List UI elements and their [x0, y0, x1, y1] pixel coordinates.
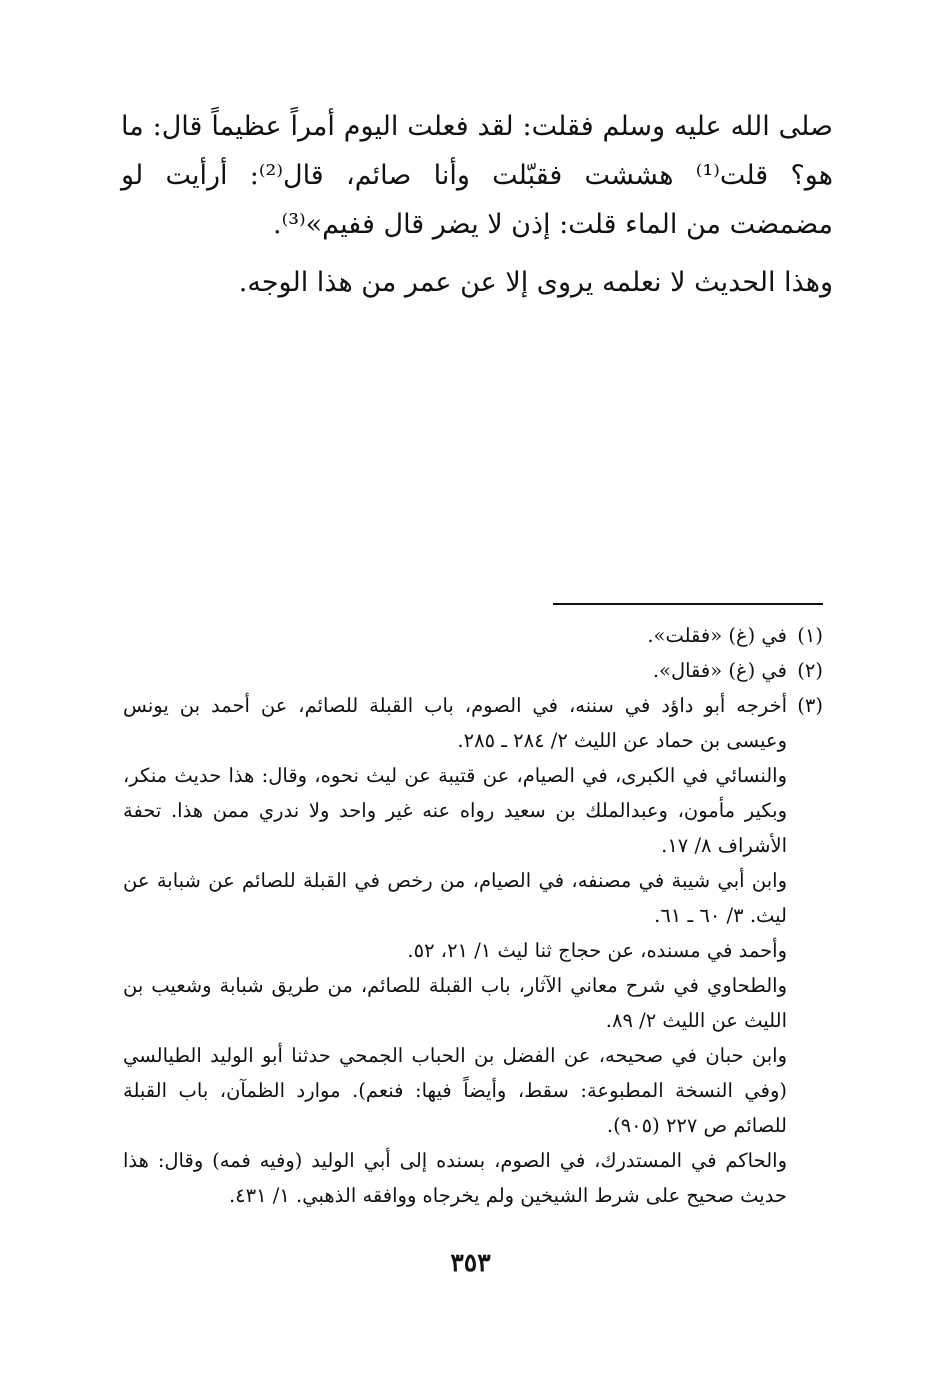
footnote-text: في (غ) «فقال». — [652, 659, 787, 682]
footnote-text: في (غ) «فقلت». — [647, 624, 787, 647]
footnote-text: والنسائي في الكبرى، في الصيام، عن قتيبة عن ليث نحوه، وقال: هذا حديث منكر، وبكير مأمون، وعبدالملك بن سعيد رواه عنه غير واحد ولا ندري ممن هذا. تحفة الأشراف ٨/ ١٧. — [123, 764, 787, 857]
footnote-text: وابن أبي شيبة في مصنفه، في الصيام، من رخص في القبلة للصائم عن شبابة عن ليث. ٣/ ٦٠ ـ ٦١. — [123, 869, 787, 927]
footnotes — [123, 618, 823, 1213]
footnote-2 — [123, 653, 823, 688]
footnote-marker: (٣) — [797, 694, 823, 717]
footnote-separator — [553, 603, 823, 605]
main-paragraph: وهذا الحديث لا نعلمه يروى إلا عن عمر من هذا الوجه. — [238, 267, 833, 298]
footnote-text: والحاكم في المستدرك، في الصوم، بسنده إلى أبي الوليد (وفيه فمه) وقال: هذا حديث صحيح على شرط الشيخين ولم يخرجاه ووافقه الذهبي. ١/ ٤٣١. — [123, 1149, 787, 1207]
footnote-1 — [123, 618, 823, 653]
footnote-text: وأحمد في مسنده، عن حجاج ثنا ليث ١/ ٢١، ٥٢. — [407, 939, 787, 962]
footnote-text: والطحاوي في شرح معاني الآثار، باب القبلة للصائم، من طريق شبابة وشعيب بن الليث عن الليث ٢/ ٨٩. — [123, 974, 787, 1032]
page-number: ٣٥٣ — [450, 1248, 491, 1277]
footnote-marker: (١) — [797, 624, 823, 647]
footnote-body — [123, 618, 787, 653]
footnote-text: أخرجه أبو داؤد في سننه، في الصوم، باب القبلة للصائم، عن أحمد بن يونس وعيسى بن حماد عن الليث ٢/ ٢٨٤ ـ ٢٨٥. — [123, 694, 787, 752]
footnote-body — [123, 688, 787, 1213]
footnote-body — [123, 653, 787, 688]
footnote-marker: (٢) — [797, 659, 823, 682]
footnote-3 — [123, 688, 823, 1213]
main-paragraph: صلى الله عليه وسلم فقلت: لقد فعلت اليوم أمراً عظيماً قال: ما هو؟ قلت⁽¹⁾ هششت فقبّلت وأنا صائم، قال⁽²⁾: أرأيت لو مضمضت من الماء قلت: إذن لا يضر قال ففيم»⁽³⁾. — [121, 111, 833, 240]
main-text — [121, 102, 833, 307]
footnote-text: وابن حبان في صحيحه، عن الفضل بن الحباب الجمحي حدثنا أبو الوليد الطيالسي (وفي النسخة المطبوعة: سقط، وأيضاً فيها: فنعم). موارد الظمآن، باب القبلة للصائم ص ٢٢٧ (٩٠٥). — [123, 1044, 787, 1137]
